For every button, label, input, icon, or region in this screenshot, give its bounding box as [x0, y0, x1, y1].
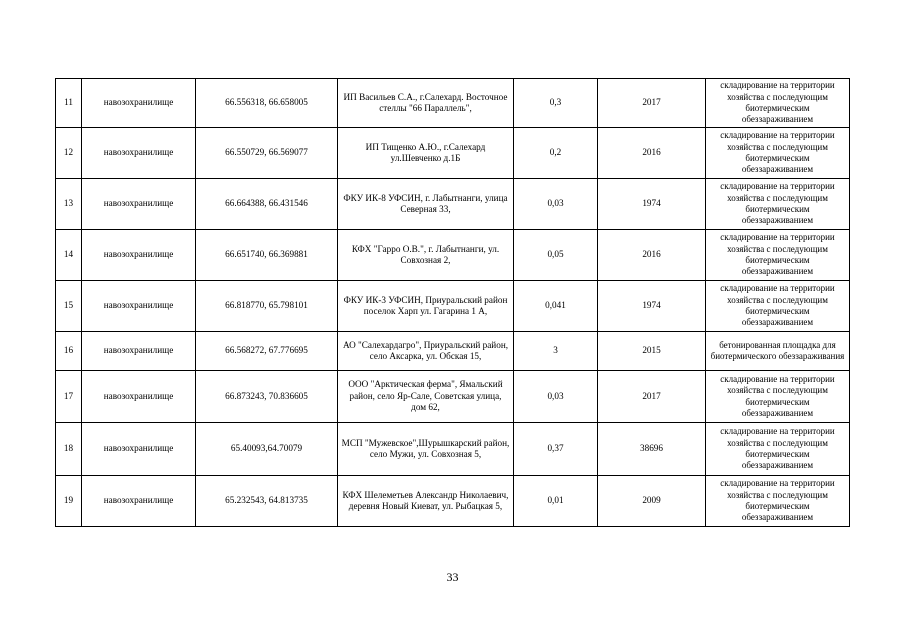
- owner-address: КФХ Шелеметьев Александр Николаевич, деревня Новый Киеват, ул. Рыбацкая 5,: [338, 476, 514, 527]
- disposal-method: складирование на территории хозяйства с последующим биотермическим обеззараживанием: [706, 371, 850, 423]
- area: 3: [514, 332, 598, 371]
- coordinates: 66.556318, 66.658005: [196, 79, 338, 128]
- disposal-method: складирование на территории хозяйства с последующим биотермическим обеззараживанием: [706, 128, 850, 179]
- table-body: [56, 79, 850, 527]
- area: 0,03: [514, 371, 598, 423]
- year: 2016: [598, 128, 706, 179]
- coordinates: 66.550729, 66.569077: [196, 128, 338, 179]
- table-row: [56, 281, 850, 332]
- year: 2009: [598, 476, 706, 527]
- area: 0,01: [514, 476, 598, 527]
- facility-type: навозохранилище: [82, 230, 196, 281]
- row-number: 16: [56, 332, 82, 371]
- area: 0,03: [514, 179, 598, 230]
- table-row: [56, 476, 850, 527]
- area: 0,37: [514, 423, 598, 476]
- row-number: 11: [56, 79, 82, 128]
- coordinates: 66.818770, 65.798101: [196, 281, 338, 332]
- coordinates: 66.664388, 66.431546: [196, 179, 338, 230]
- row-number: 19: [56, 476, 82, 527]
- owner-address: ООО "Арктическая ферма", Ямальский район, село Яр-Сале, Советская улица, дом 62,: [338, 371, 514, 423]
- facility-type: навозохранилище: [82, 476, 196, 527]
- owner-address: АО "Салехардагро", Приуральский район, село Аксарка, ул. Обская 15,: [338, 332, 514, 371]
- table-row: [56, 371, 850, 423]
- table-row: [56, 79, 850, 128]
- owner-address: МСП "Мужевское",Шурышкарский район, село Мужи, ул. Совхозная 5,: [338, 423, 514, 476]
- area: 0,041: [514, 281, 598, 332]
- table-row: [56, 179, 850, 230]
- table-row: [56, 332, 850, 371]
- owner-address: ИП Васильев С.А., г.Салехард. Восточное стеллы "66 Параллель",: [338, 79, 514, 128]
- row-number: 14: [56, 230, 82, 281]
- area: 0,2: [514, 128, 598, 179]
- coordinates: 66.651740, 66.369881: [196, 230, 338, 281]
- row-number: 18: [56, 423, 82, 476]
- table-row: [56, 128, 850, 179]
- facility-type: навозохранилище: [82, 128, 196, 179]
- facility-type: навозохранилище: [82, 179, 196, 230]
- year: 2015: [598, 332, 706, 371]
- table-row: [56, 423, 850, 476]
- facility-type: навозохранилище: [82, 423, 196, 476]
- disposal-method: складирование на территории хозяйства с последующим биотермическим обеззараживанием: [706, 476, 850, 527]
- row-number: 15: [56, 281, 82, 332]
- facilities-table: [55, 78, 850, 527]
- disposal-method: складирование на территории хозяйства с последующим биотермическим обеззараживанием: [706, 230, 850, 281]
- year: 2016: [598, 230, 706, 281]
- disposal-method: бетонированная площадка для биотермического обеззараживания: [706, 332, 850, 371]
- table-row: [56, 230, 850, 281]
- coordinates: 65.232543, 64.813735: [196, 476, 338, 527]
- facility-type: навозохранилище: [82, 332, 196, 371]
- owner-address: ИП Тищенко А.Ю., г.Салехард ул.Шевченко д.1Б: [338, 128, 514, 179]
- coordinates: 65.40093,64.70079: [196, 423, 338, 476]
- disposal-method: складирование на территории хозяйства с последующим биотермическим обеззараживанием: [706, 281, 850, 332]
- facility-type: навозохранилище: [82, 79, 196, 128]
- coordinates: 66.873243, 70.836605: [196, 371, 338, 423]
- page-number: 33: [446, 570, 459, 584]
- facility-type: навозохранилище: [82, 281, 196, 332]
- owner-address: ФКУ ИК-8 УФСИН, г. Лабытнанги, улица Северная 33,: [338, 179, 514, 230]
- year: 38696: [598, 423, 706, 476]
- area: 0,3: [514, 79, 598, 128]
- row-number: 13: [56, 179, 82, 230]
- area: 0,05: [514, 230, 598, 281]
- row-number: 12: [56, 128, 82, 179]
- disposal-method: складирование на территории хозяйства с последующим биотермическим обеззараживанием: [706, 179, 850, 230]
- year: 1974: [598, 281, 706, 332]
- year: 2017: [598, 79, 706, 128]
- owner-address: ФКУ ИК-3 УФСИН, Приуральский район поселок Харп ул. Гагарина 1 А,: [338, 281, 514, 332]
- coordinates: 66.568272, 67.776695: [196, 332, 338, 371]
- year: 1974: [598, 179, 706, 230]
- disposal-method: складирование на территории хозяйства с последующим биотермическим обеззараживанием: [706, 423, 850, 476]
- disposal-method: складирование на территории хозяйства с последующим биотермическим обеззараживанием: [706, 79, 850, 128]
- owner-address: КФХ "Гарро О.В.", г. Лабытнанги, ул. Совхозная 2,: [338, 230, 514, 281]
- facility-type: навозохранилище: [82, 371, 196, 423]
- row-number: 17: [56, 371, 82, 423]
- year: 2017: [598, 371, 706, 423]
